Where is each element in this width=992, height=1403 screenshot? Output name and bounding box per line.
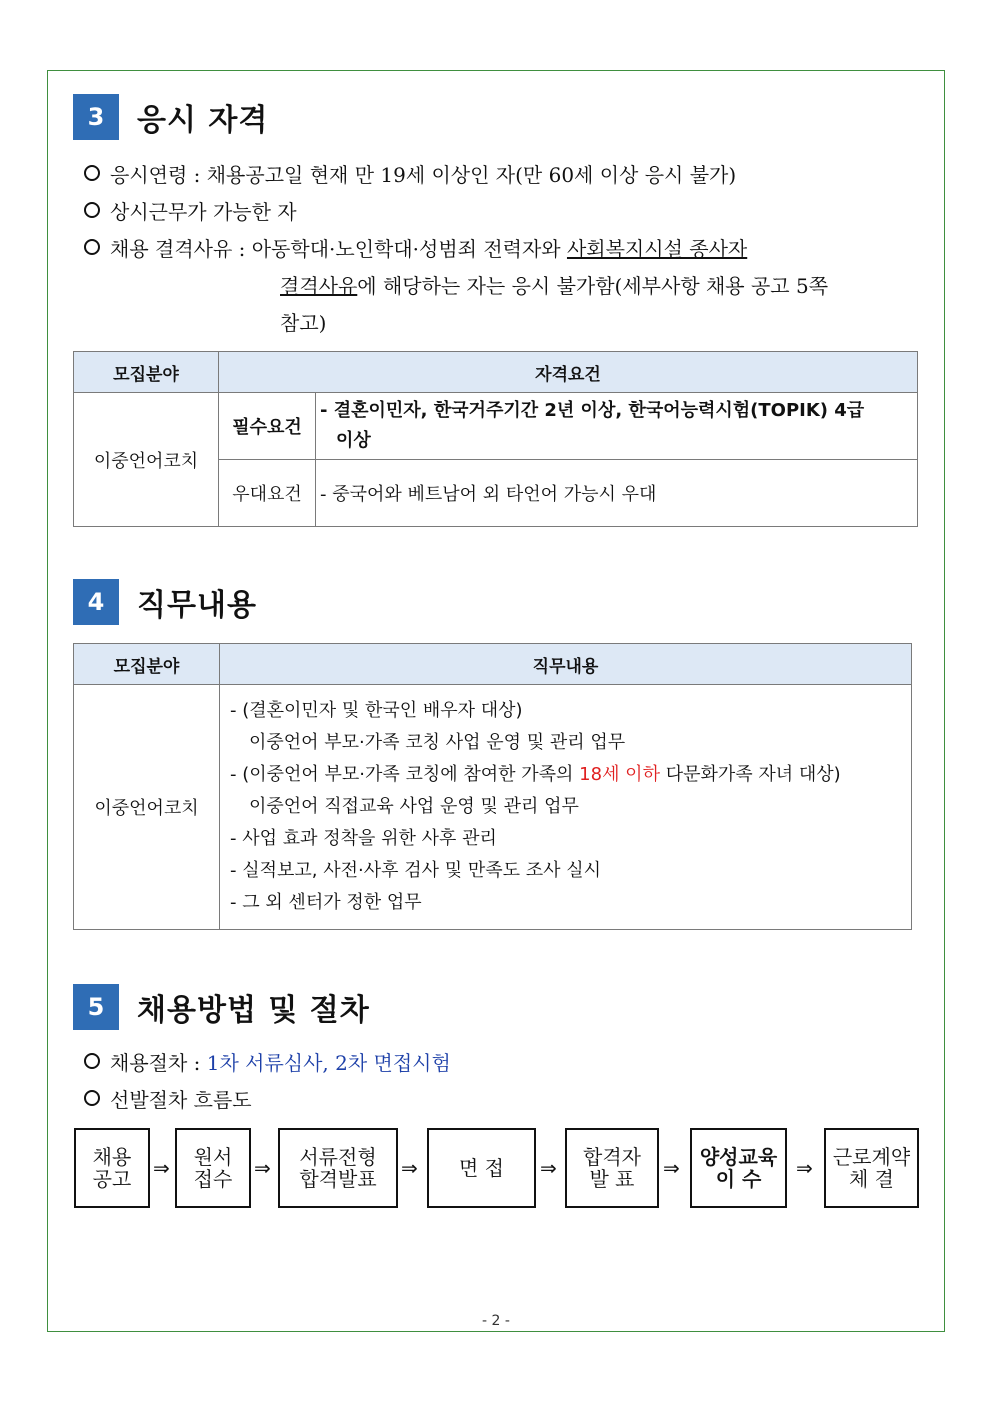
preferred-text: - 중국어와 베트남어 외 타언어 가능시 우대 xyxy=(316,460,918,527)
qualification-table xyxy=(73,351,918,527)
flow-step-result: 합격자 발 표 xyxy=(565,1128,659,1208)
flow-step-document-screening: 서류전형 합격발표 xyxy=(278,1128,398,1208)
flow-step-interview: 면 접 xyxy=(427,1128,536,1208)
disqualification-continued: 결격사유에 해당하는 자는 응시 불가함(세부사항 채용 공고 5쪽 xyxy=(280,274,829,298)
flow-arrow-icon: ⇒ xyxy=(153,1156,170,1180)
section-3-heading xyxy=(73,94,268,140)
required-text: - 결혼이민자, 한국거주기간 2년 이상, 한국어능력시험(TOPIK) 4급 이상 xyxy=(316,393,918,460)
flow-step-training: 양성교육 이 수 xyxy=(690,1128,787,1208)
col-header-field: 모집분야 xyxy=(74,644,220,685)
selection-flowchart xyxy=(74,1128,919,1210)
flow-step-announcement: 채용 공고 xyxy=(74,1128,150,1208)
bullet-fulltime: 상시근무가 가능한 자 xyxy=(84,199,297,225)
section-title: 채용방법 및 절차 xyxy=(137,993,370,1028)
circle-bullet-icon xyxy=(84,239,100,255)
circle-bullet-icon xyxy=(84,202,100,218)
col-header-qualification: 자격요건 xyxy=(219,352,918,393)
bullet-flowchart: 선발절차 흐름도 xyxy=(84,1087,252,1113)
required-label: 필수요건 xyxy=(219,393,316,460)
col-header-field: 모집분야 xyxy=(74,352,219,393)
flow-arrow-icon: ⇒ xyxy=(796,1156,813,1180)
flow-arrow-icon: ⇒ xyxy=(540,1156,557,1180)
field-cell: 이중언어코치 xyxy=(74,685,220,930)
flow-step-application: 원서 접수 xyxy=(175,1128,251,1208)
flow-arrow-icon: ⇒ xyxy=(401,1156,418,1180)
page-number: - 2 - xyxy=(482,1313,510,1329)
bullet-procedure: 채용절차 : 1차 서류심사, 2차 면접시험 xyxy=(84,1050,451,1076)
age-highlight: 18세 이하 xyxy=(579,764,660,785)
flow-step-contract: 근로계약 체 결 xyxy=(824,1128,919,1208)
section-4-heading xyxy=(73,579,257,625)
col-header-duties: 직무내용 xyxy=(220,644,912,685)
field-cell: 이중언어코치 xyxy=(74,393,219,527)
section-number: 5 xyxy=(73,984,119,1030)
bullet-disqualification: 채용 결격사유 : 아동학대·노인학대·성범죄 전력자와 사회복지시설 종사자 xyxy=(84,236,747,262)
preferred-label: 우대요건 xyxy=(219,460,316,527)
section-5-heading xyxy=(73,984,370,1030)
flow-arrow-icon: ⇒ xyxy=(663,1156,680,1180)
flow-arrow-icon: ⇒ xyxy=(254,1156,271,1180)
circle-bullet-icon xyxy=(84,1090,100,1106)
circle-bullet-icon xyxy=(84,165,100,181)
duties-cell: - (결혼이민자 및 한국인 배우자 대상) 이중언어 부모·가족 코칭 사업 운영 및 관리 업무 - (이중언어 부모·가족 코칭에 참여한 가족의 18세 이하 다문화가족 자녀 대상) 이중언어 직접교육 사업 운영 및 관리 업무 - 사업 효과 정착을 위한 사후 관리 - 실적보고, 사전·사후 검사 및 만족도 조사 실시 - 그 외 센터가 정한 업무 xyxy=(220,685,912,930)
bullet-age: 응시연령 : 채용공고일 현재 만 19세 이상인 자(만 60세 이상 응시 불가) xyxy=(84,162,736,188)
section-title: 응시 자격 xyxy=(137,103,269,138)
disqualification-continued-2: 참고) xyxy=(280,311,327,335)
section-title: 직무내용 xyxy=(137,588,257,623)
duties-table xyxy=(73,643,912,930)
section-number: 4 xyxy=(73,579,119,625)
section-number: 3 xyxy=(73,94,119,140)
circle-bullet-icon xyxy=(84,1053,100,1069)
